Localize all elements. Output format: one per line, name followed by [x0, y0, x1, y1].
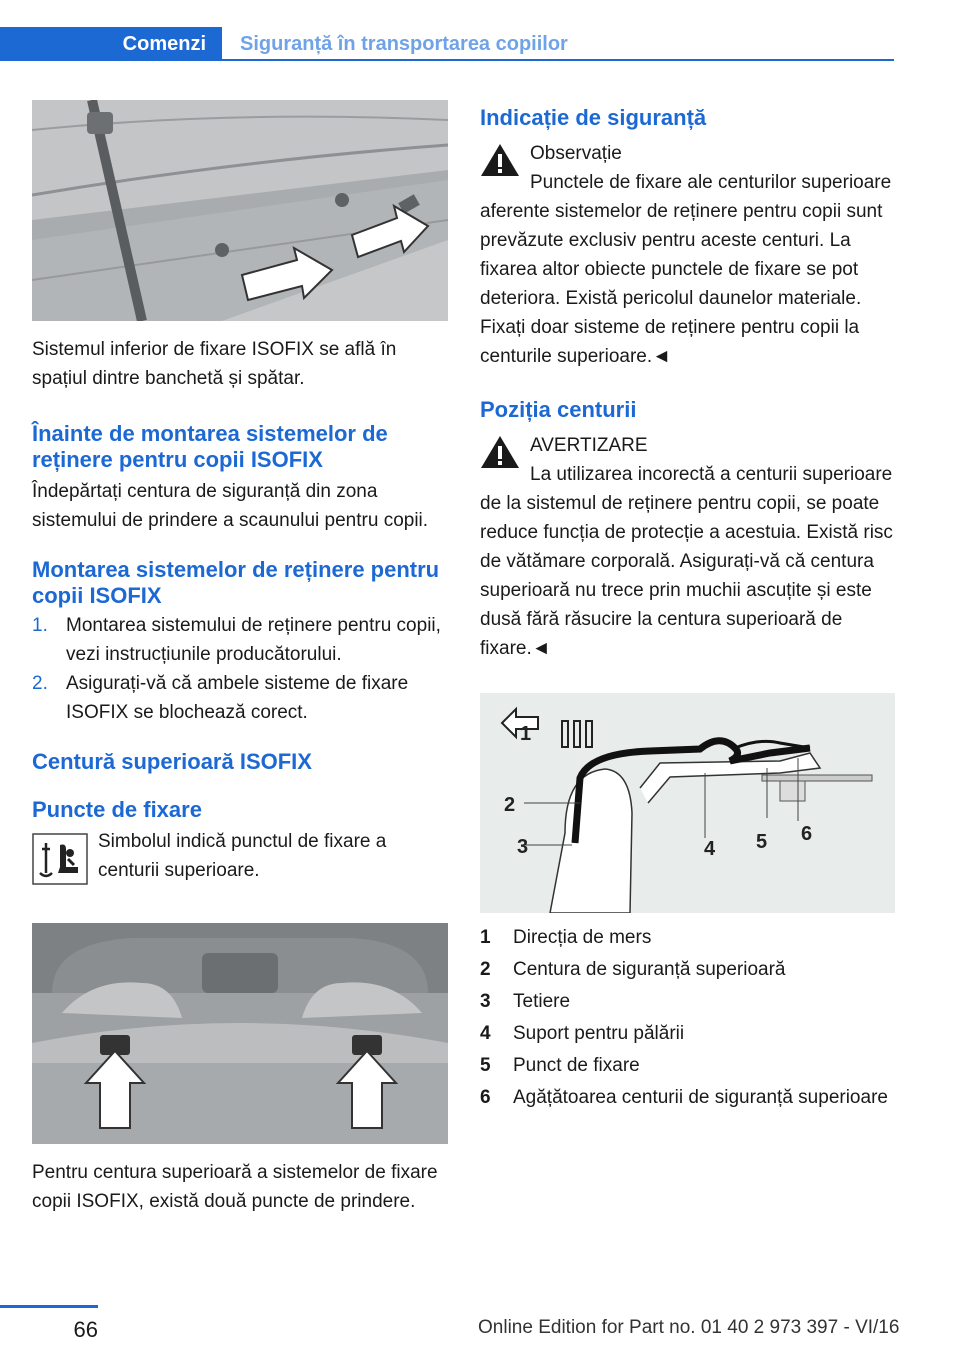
- page-number: 66: [73, 1317, 98, 1342]
- anchor-symbol-block: [32, 827, 448, 885]
- top-anchor-points-photo: [32, 923, 448, 1144]
- legend-text: Suport pentru pălării: [513, 1023, 685, 1044]
- list-item: [480, 987, 895, 1016]
- legend-key: 4: [480, 1023, 491, 1044]
- warning-triangle-icon: [480, 435, 520, 469]
- heading-before-mounting: Înainte de montarea sistemelor de reținere pentru copii ISOFIX: [32, 421, 388, 472]
- heading-belt-position: Poziția centurii: [480, 397, 637, 422]
- list-item: [480, 1051, 895, 1080]
- warning-triangle-icon: [480, 143, 520, 177]
- heading-top-tether: Centură superioară ISOFIX: [32, 749, 312, 774]
- anchor-symbol-text: Simbolul indică punctul de fixare a centurii superioare.: [98, 831, 387, 881]
- legend-key: 2: [480, 959, 491, 980]
- notice-block: [480, 139, 895, 168]
- list-item: [32, 669, 448, 727]
- diagram-label: 3: [517, 836, 529, 858]
- edition-text: Online Edition for Part no. 01 40 2 973 397 - VI/16: [478, 1317, 900, 1338]
- diagram-label: 2: [504, 794, 516, 816]
- step-number: 2.: [32, 673, 48, 694]
- left-column: [32, 100, 448, 1216]
- list-item: [480, 955, 895, 984]
- heading-mounting: Montarea sistemelor de reținere pentru copii ISOFIX: [32, 557, 440, 608]
- legend-key: 6: [480, 1087, 491, 1108]
- tab-comenzi[interactable]: Comenzi: [0, 27, 222, 61]
- belt-routing-diagram: [480, 693, 895, 913]
- warning-title: AVERTIZARE: [530, 435, 648, 456]
- header-tabs: [0, 27, 894, 61]
- right-column: [480, 100, 895, 1115]
- legend-text: Direcția de mers: [513, 927, 652, 948]
- photo2-caption: Pentru centura superioară a sistemelor de fixare copii ISOFIX, există două puncte de prindere.: [32, 1162, 438, 1212]
- warning-text: La utilizarea incorectă a centurii superioare de la sistemul de reținere pentru copii, se poate reduce funcția de protecție a acestuia. Există risc de vătămare corporală. Asigurați-vă că centura superioară nu trece prin muchii ascuțite și este dusă fără răsucire la centura superioară de fixare.◄: [480, 464, 893, 659]
- diagram-legend: [480, 923, 895, 1112]
- legend-text: Tetiere: [513, 991, 571, 1012]
- diagram-label: 6: [801, 823, 813, 845]
- step-text: Montarea sistemului de reținere pentru copii, vezi instrucțiunile producătorului.: [66, 615, 441, 665]
- warning-block: [480, 431, 895, 460]
- diagram-label: 4: [704, 838, 716, 860]
- list-item: [480, 923, 895, 952]
- notice-text: Punctele de fixare ale centurilor superioare aferente sistemelor de reținere pentru copii sunt prevăzute exclusiv pentru aceste centuri. La fixarea altor obiecte punctele de fixare se pot deteriora. Există pericolul daunelor materiale. Fixați doar sisteme de reținere pentru copii la centurile superioare.◄: [480, 172, 892, 367]
- diagram-label: 1: [520, 723, 532, 745]
- child-seat-anchor-icon: [32, 833, 88, 885]
- tab-child-safety[interactable]: Siguranță în transportarea copiilor: [240, 33, 568, 55]
- mounting-steps: [32, 611, 448, 727]
- footer-rule: [0, 1305, 98, 1308]
- paragraph-before-mounting: Îndepărtați centura de siguranță din zona sistemului de prindere a scaunului pentru copii.: [32, 481, 429, 531]
- step-number: 1.: [32, 615, 48, 636]
- photo1-caption: Sistemul inferior de fixare ISOFIX se află în spațiul dintre banchetă și spătar.: [32, 339, 397, 389]
- legend-text: Punct de fixare: [513, 1055, 640, 1076]
- legend-key: 1: [480, 927, 491, 948]
- notice-title: Observație: [530, 143, 622, 164]
- legend-text: Centura de siguranță superioară: [513, 959, 786, 980]
- legend-text: Agățătoarea centurii de siguranță superioare: [513, 1087, 888, 1108]
- header-rule: [222, 59, 894, 61]
- list-item: [480, 1083, 895, 1112]
- legend-key: 3: [480, 991, 491, 1012]
- legend-key: 5: [480, 1055, 491, 1076]
- list-item: [480, 1019, 895, 1048]
- isofix-lower-anchor-photo: [32, 100, 448, 321]
- diagram-label: 5: [756, 831, 768, 853]
- heading-anchor-points: Puncte de fixare: [32, 797, 202, 822]
- list-item: [32, 611, 448, 669]
- step-text: Asigurați-vă că ambele sisteme de fixare ISOFIX se blochează corect.: [66, 673, 409, 723]
- heading-safety-note: Indicație de siguranță: [480, 105, 707, 130]
